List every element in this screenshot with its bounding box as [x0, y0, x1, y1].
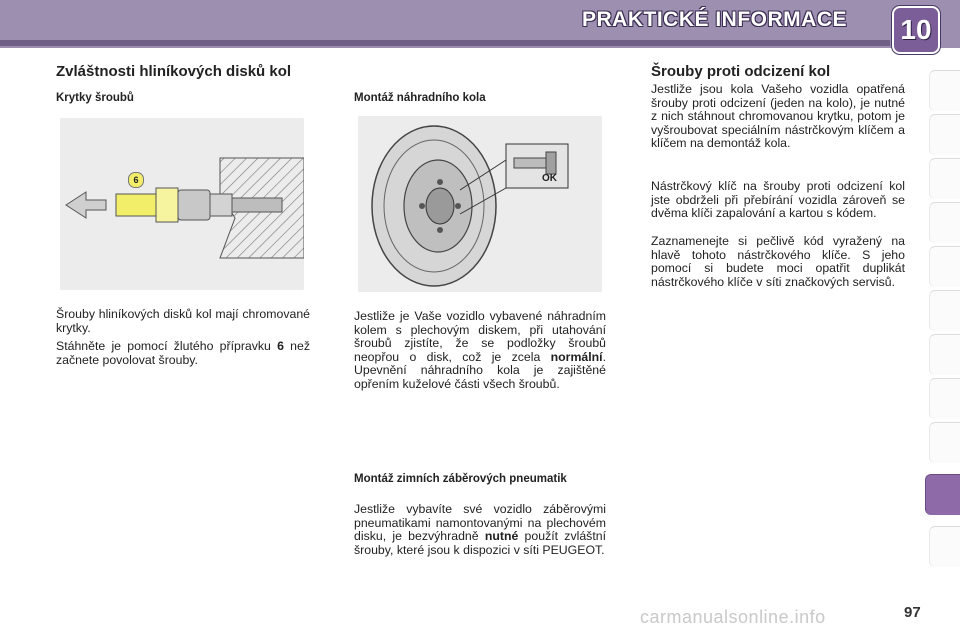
chapter-tab[interactable] — [929, 114, 960, 155]
section-title-alloy-wheels: Zvláštnosti hliníkových disků kol — [56, 63, 292, 80]
winter-tyres-text: Jestliže vybavíte své vozidlo záběrovými pneumatikami namontovanými na plechovém disku, je bezvýhradně nutné použít zvláštní šrouby, které jsou k dispozici v síti PEUGEOT. — [354, 502, 606, 557]
chapter-tab[interactable] — [929, 70, 960, 111]
chapter-title: PRAKTICKÉ INFORMACE — [582, 8, 847, 31]
antitheft-text-1: Jestliže jsou kola Vašeho vozidla opatřená šrouby proti odcizení (jeden na kolo), je nutné z nich stáhnout chromovanou krytku, potom je vyšroubovat speciálním nástrčkovým klíčem a klíčem na demontáž kola. — [651, 82, 905, 151]
spare-wheel-illustration — [358, 116, 602, 292]
subhead-bolt-caps: Krytky šroubů — [56, 92, 134, 104]
subhead-winter-tyres: Montáž zimních záběrových pneumatik — [354, 473, 567, 485]
bolt-cap-illustration — [60, 118, 304, 290]
chapter-tab[interactable] — [929, 202, 960, 243]
watermark: carmanualsonline.info — [640, 607, 826, 627]
chapter-tab[interactable] — [929, 422, 960, 463]
chapter-tab[interactable] — [929, 526, 960, 567]
chapter-tab[interactable] — [929, 246, 960, 287]
chapter-tab[interactable] — [929, 290, 960, 331]
header-stripe — [0, 40, 890, 46]
antitheft-text-2: Nástrčkový klíč na šrouby proti odcizení kol jste obdrželi při přebírání vozidla zároveň se dvěma klíči zapalování a kartou s kódem. — [651, 179, 905, 221]
bolt-cap-figure — [60, 118, 304, 290]
antitheft-text-3: Zaznamenejte si pečlivě kód vyražený na hlavě tohoto nástrčkového klíče. S jeho pomocí si budete moci opatřit duplikát nástrčkového klíče v síti značkových servisů. — [651, 234, 905, 289]
chapter-number-badge: 10 — [892, 6, 940, 54]
chapter-tab[interactable] — [929, 378, 960, 419]
bolt-caps-text-2: Stáhněte je pomocí žlutého přípravku 6 než začnete povolovat šrouby. — [56, 339, 310, 367]
page-number: 97 — [904, 604, 921, 621]
chapter-tab[interactable] — [929, 158, 960, 199]
figure-callout-6: 6 — [128, 172, 144, 188]
spare-wheel-text: Jestliže je Vaše vozidlo vybavené náhradním kolem s plechovým diskem, při utahování šroubů zjistíte, že se podložky šroubů neopřou o disk, což je zcela normální. Upevnění náhradního kola je zajištěné opřením kuželové části všech šroubů. — [354, 309, 606, 391]
chapter-tab[interactable] — [929, 334, 960, 375]
chapter-tab-active[interactable] — [925, 474, 960, 515]
subhead-spare-wheel: Montáž náhradního kola — [354, 92, 486, 104]
figure-ok-label: OK — [542, 173, 557, 184]
section-title-antitheft-bolts: Šrouby proti odcizení kol — [651, 63, 831, 80]
spare-wheel-figure — [358, 116, 602, 292]
bolt-caps-text-1: Šrouby hliníkových disků kol mají chromované krytky. — [56, 307, 310, 335]
chapter-tabs — [928, 70, 960, 580]
